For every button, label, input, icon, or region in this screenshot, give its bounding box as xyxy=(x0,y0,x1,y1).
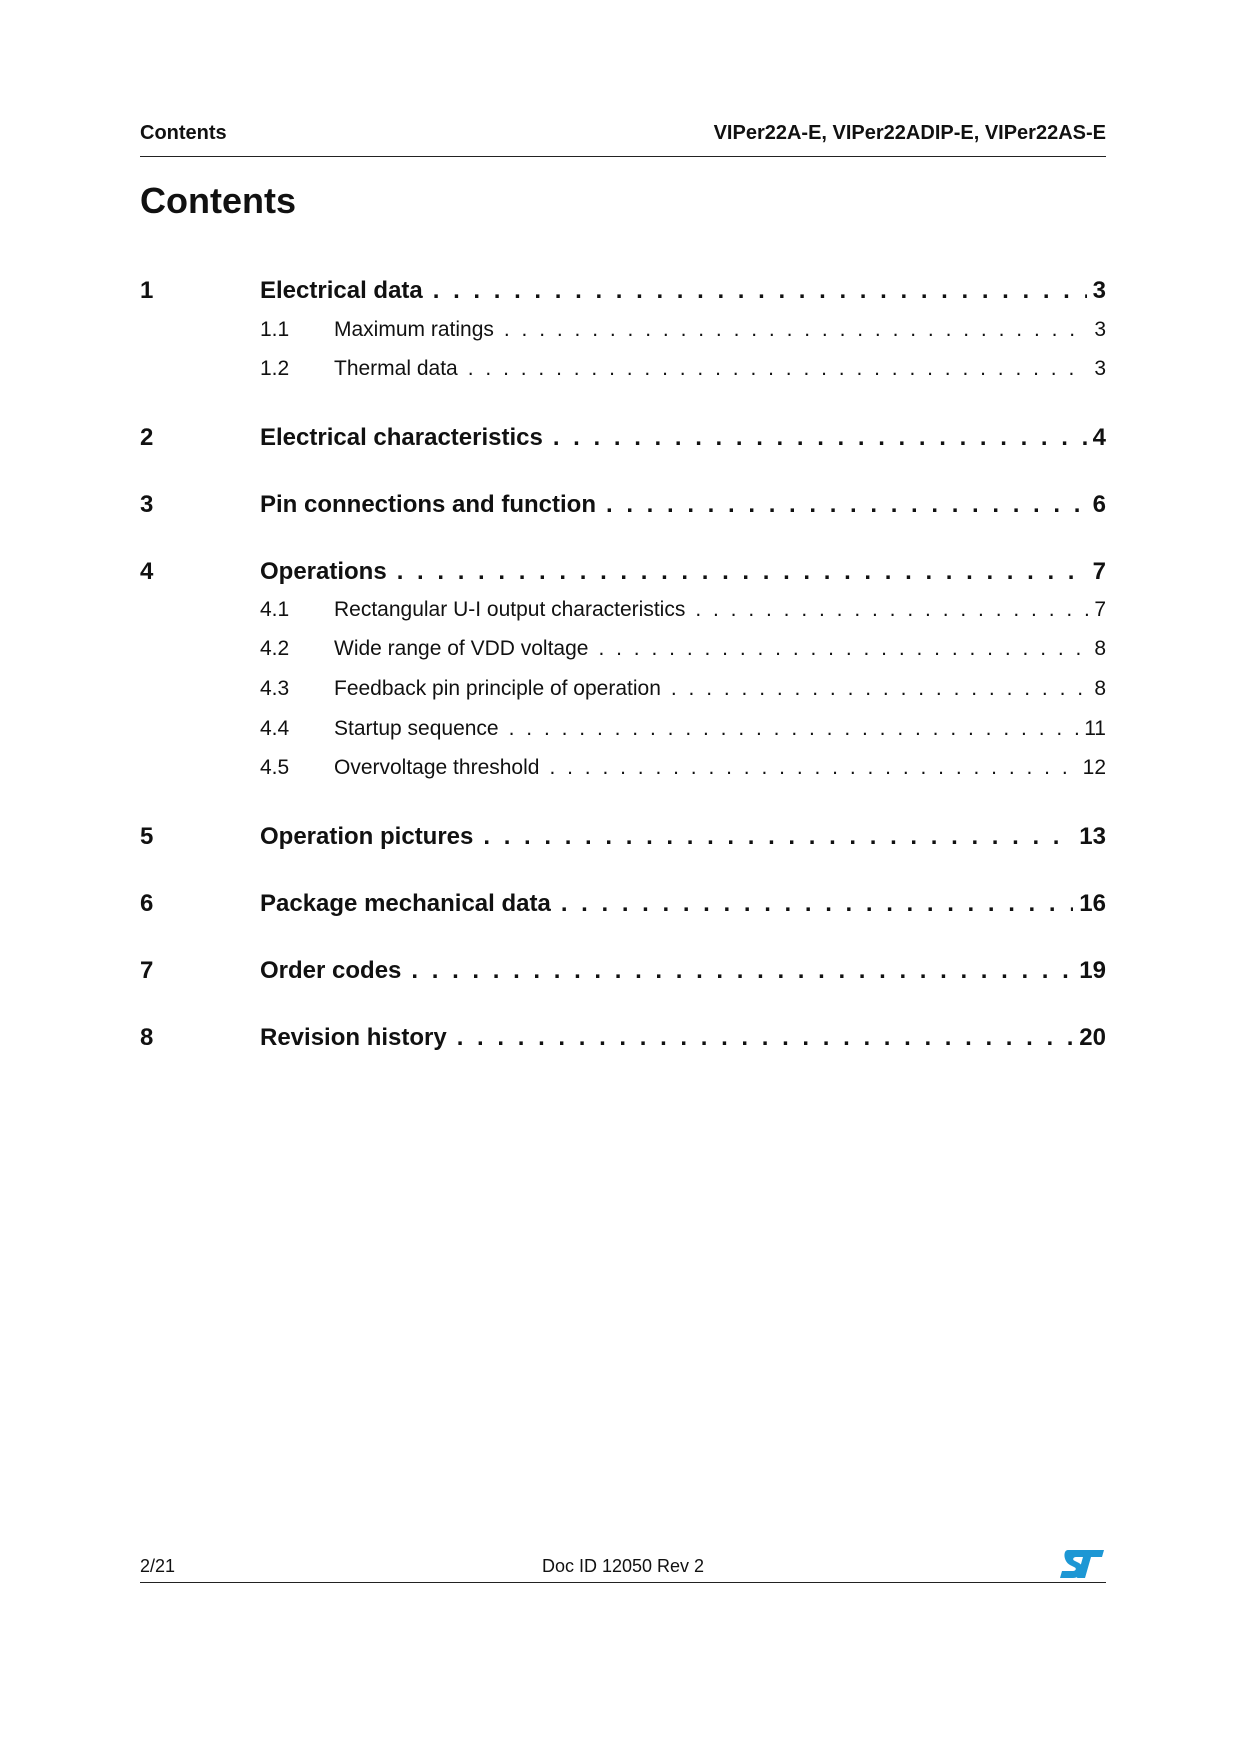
toc-entry-title[interactable]: Rectangular U-I output characteristics xyxy=(334,598,686,621)
toc-entry-number: 4.5 xyxy=(260,756,290,779)
toc-entry-page[interactable]: 3 xyxy=(1092,277,1106,304)
footer-page-number: 2/21 xyxy=(140,1556,176,1576)
toc-entry-number: 1.2 xyxy=(260,357,290,380)
toc-entry-title[interactable]: Electrical data xyxy=(260,277,423,304)
st-logo-icon xyxy=(1058,1548,1106,1580)
toc-entry-page[interactable]: 8 xyxy=(1094,637,1106,660)
toc-entry-page[interactable]: 13 xyxy=(1079,823,1106,850)
toc-entry-title[interactable]: Revision history xyxy=(260,1024,447,1051)
toc-entry-page[interactable]: 6 xyxy=(1092,491,1106,518)
toc-entry-number: 2 xyxy=(140,424,154,451)
page-footer xyxy=(140,1552,1106,1583)
toc-entry-page[interactable]: 3 xyxy=(1094,357,1106,380)
toc-section-entry[interactable] xyxy=(140,318,1106,352)
toc-entry-title[interactable]: Electrical characteristics xyxy=(260,424,543,451)
toc-dot-leader xyxy=(671,677,1088,701)
toc-entry-line xyxy=(260,277,1106,305)
toc-entry-title[interactable]: Maximum ratings xyxy=(334,318,494,341)
toc-section-entry[interactable] xyxy=(140,677,1106,711)
toc-entry-page[interactable]: 19 xyxy=(1079,957,1106,984)
toc-entry-title[interactable]: Operation pictures xyxy=(260,823,474,850)
toc-entry-line xyxy=(334,677,1106,701)
toc-entry-page[interactable]: 3 xyxy=(1094,318,1106,341)
toc-entry-line xyxy=(260,1024,1106,1052)
toc-entry-page[interactable]: 8 xyxy=(1094,677,1106,700)
toc-entry-title[interactable]: Overvoltage threshold xyxy=(334,756,540,779)
toc-dot-leader xyxy=(561,890,1073,918)
toc-dot-leader xyxy=(483,823,1073,851)
toc-entry-number: 8 xyxy=(140,1024,154,1051)
toc-entry-number: 5 xyxy=(140,823,154,850)
toc-entry-number: 6 xyxy=(140,890,154,917)
toc-section-entry[interactable] xyxy=(140,357,1106,391)
toc-entry-line xyxy=(334,598,1106,622)
toc-section-entry[interactable] xyxy=(140,598,1106,632)
toc-chapter-entry[interactable] xyxy=(140,1024,1106,1058)
toc-dot-leader xyxy=(553,424,1087,452)
toc-dot-leader xyxy=(397,558,1087,586)
toc-chapter-entry[interactable] xyxy=(140,277,1106,311)
toc-entry-page[interactable]: 16 xyxy=(1079,890,1106,917)
toc-entry-title[interactable]: Operations xyxy=(260,558,387,585)
toc-dot-leader xyxy=(457,1024,1074,1052)
toc-entry-title[interactable]: Order codes xyxy=(260,957,402,984)
toc-entry-line xyxy=(334,717,1106,741)
toc-entry-line xyxy=(260,957,1106,985)
header-section-name: Contents xyxy=(140,122,227,144)
toc-entry-number: 4.3 xyxy=(260,677,290,700)
toc-entry-line xyxy=(260,491,1106,519)
toc-entry-title[interactable]: Package mechanical data xyxy=(260,890,551,917)
toc-entry-number: 7 xyxy=(140,957,154,984)
toc-entry-title[interactable]: Feedback pin principle of operation xyxy=(334,677,661,700)
toc-entry-page[interactable]: 12 xyxy=(1082,756,1106,779)
toc-section-entry[interactable] xyxy=(140,717,1106,751)
toc-entry-title[interactable]: Pin connections and function xyxy=(260,491,596,518)
toc-chapter-entry[interactable] xyxy=(140,558,1106,592)
toc-dot-leader xyxy=(549,756,1076,780)
toc-entry-page[interactable]: 7 xyxy=(1094,598,1106,621)
toc-entry-number: 3 xyxy=(140,491,154,518)
toc-entry-title[interactable]: Startup sequence xyxy=(334,717,499,740)
toc-chapter-entry[interactable] xyxy=(140,424,1106,458)
toc-entry-line xyxy=(260,424,1106,452)
toc-entry-page[interactable]: 20 xyxy=(1079,1024,1106,1051)
toc-entry-line xyxy=(260,890,1106,918)
toc-dot-leader xyxy=(411,957,1073,985)
toc-dot-leader xyxy=(468,357,1089,381)
toc-entry-line xyxy=(334,357,1106,381)
toc-entry-number: 4 xyxy=(140,558,154,585)
toc-entry-number: 4.2 xyxy=(260,637,290,660)
toc-entry-number: 4.4 xyxy=(260,717,290,740)
toc-dot-leader xyxy=(504,318,1088,342)
toc-chapter-entry[interactable] xyxy=(140,890,1106,924)
toc-entry-page[interactable]: 7 xyxy=(1092,558,1106,585)
footer-doc-id: Doc ID 12050 Rev 2 xyxy=(541,1556,705,1576)
toc-entry-number: 4.1 xyxy=(260,598,290,621)
toc-entry-title[interactable]: Wide range of VDD voltage xyxy=(334,637,589,660)
toc-dot-leader xyxy=(695,598,1088,622)
header-document-title: VIPer22A-E, VIPer22ADIP-E, VIPer22AS-E xyxy=(713,122,1106,144)
toc-entry-line xyxy=(334,318,1106,342)
toc-section-entry[interactable] xyxy=(140,637,1106,671)
toc-chapter-entry[interactable] xyxy=(140,957,1106,991)
toc-entry-title[interactable]: Thermal data xyxy=(334,357,458,380)
toc-section-entry[interactable] xyxy=(140,756,1106,790)
toc-entry-line xyxy=(260,823,1106,851)
toc-entry-page[interactable]: 4 xyxy=(1092,424,1106,451)
toc-dot-leader xyxy=(509,717,1079,741)
toc-chapter-entry[interactable] xyxy=(140,491,1106,525)
toc-entry-line xyxy=(260,558,1106,586)
toc-entry-number: 1.1 xyxy=(260,318,290,341)
toc-chapter-entry[interactable] xyxy=(140,823,1106,857)
toc-entry-line xyxy=(334,637,1106,661)
toc-entry-page[interactable]: 11 xyxy=(1084,717,1106,740)
toc-dot-leader xyxy=(598,637,1088,661)
toc-dot-leader xyxy=(433,277,1087,305)
page-title: Contents xyxy=(140,180,296,221)
table-of-contents xyxy=(140,0,1106,1754)
toc-entry-number: 1 xyxy=(140,277,154,304)
toc-entry-line xyxy=(334,756,1106,780)
toc-dot-leader xyxy=(606,491,1087,519)
